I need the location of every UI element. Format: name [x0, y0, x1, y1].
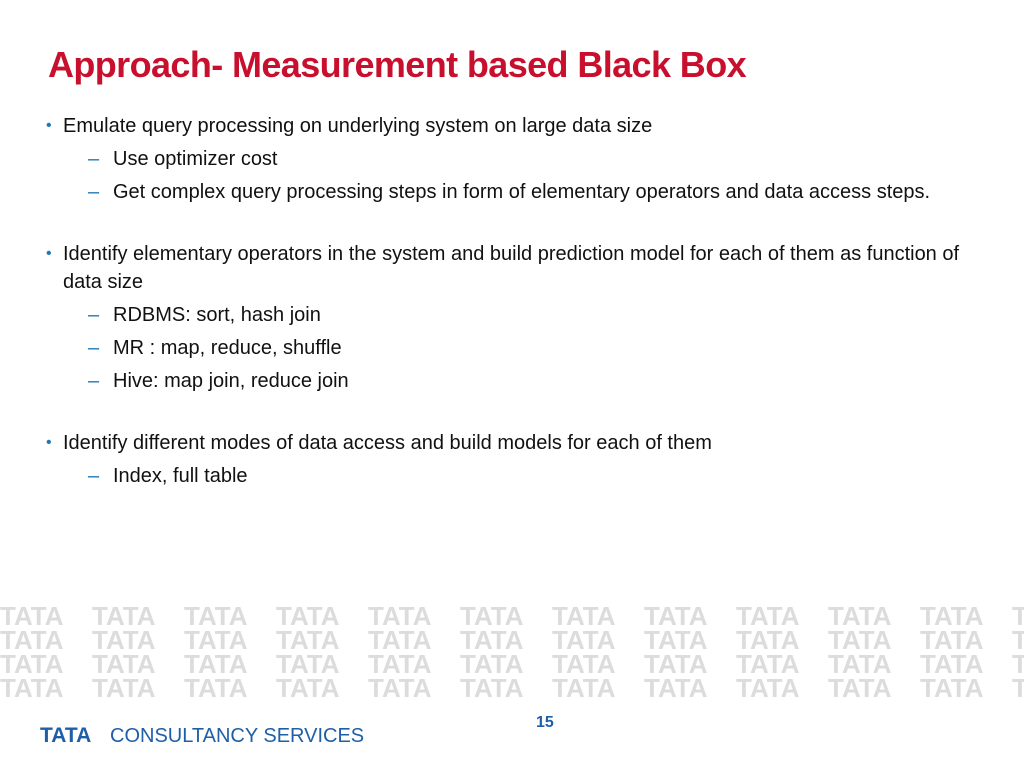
sub-bullet-text: MR : map, reduce, shuffle	[113, 337, 342, 359]
sub-bullet-item	[44, 367, 974, 395]
bullet-text: Identify elementary operators in the system and build prediction model for each of them as function of data size	[63, 243, 960, 293]
bullet-list	[44, 112, 974, 524]
sub-bullet-item	[44, 334, 974, 362]
bullet-item	[44, 429, 974, 457]
sub-bullet-item	[44, 145, 974, 173]
tcs-logo	[40, 720, 370, 748]
sub-bullet-text: Hive: map join, reduce join	[113, 370, 349, 392]
sub-bullet-item	[44, 462, 974, 490]
sub-bullet-item	[44, 178, 974, 206]
sub-bullet-text: Use optimizer cost	[113, 148, 278, 170]
watermark-fill	[0, 604, 1024, 700]
bullet-text: Identify different modes of data access and build models for each of them	[63, 432, 712, 454]
dash-icon: –	[88, 465, 100, 487]
bullet-block	[44, 112, 974, 206]
bullet-dot-icon: •	[46, 434, 52, 451]
dash-icon: –	[88, 148, 100, 170]
sub-bullet-text: RDBMS: sort, hash join	[113, 304, 321, 326]
bullet-item	[44, 240, 974, 296]
bullet-text: Emulate query processing on underlying system on large data size	[63, 115, 653, 137]
page-number: 15	[536, 714, 554, 731]
bullet-block	[44, 429, 974, 490]
bullet-block	[44, 240, 974, 395]
tata-watermark-pattern	[0, 604, 1024, 700]
dash-icon: –	[88, 337, 100, 359]
sub-bullet-item	[44, 301, 974, 329]
dash-icon: –	[88, 181, 100, 203]
logo-brand: TATA	[40, 724, 92, 747]
sub-bullet-text: Get complex query processing steps in form of elementary operators and data access steps.	[113, 181, 931, 203]
bullet-dot-icon: •	[46, 117, 52, 134]
bullet-dot-icon: •	[46, 245, 52, 262]
dash-icon: –	[88, 304, 100, 326]
slide-title: Approach- Measurement based Black Box	[48, 44, 747, 85]
sub-bullet-text: Index, full table	[113, 465, 248, 487]
logo-text: CONSULTANCY SERVICES	[110, 725, 365, 747]
bullet-item	[44, 112, 974, 140]
dash-icon: –	[88, 370, 100, 392]
